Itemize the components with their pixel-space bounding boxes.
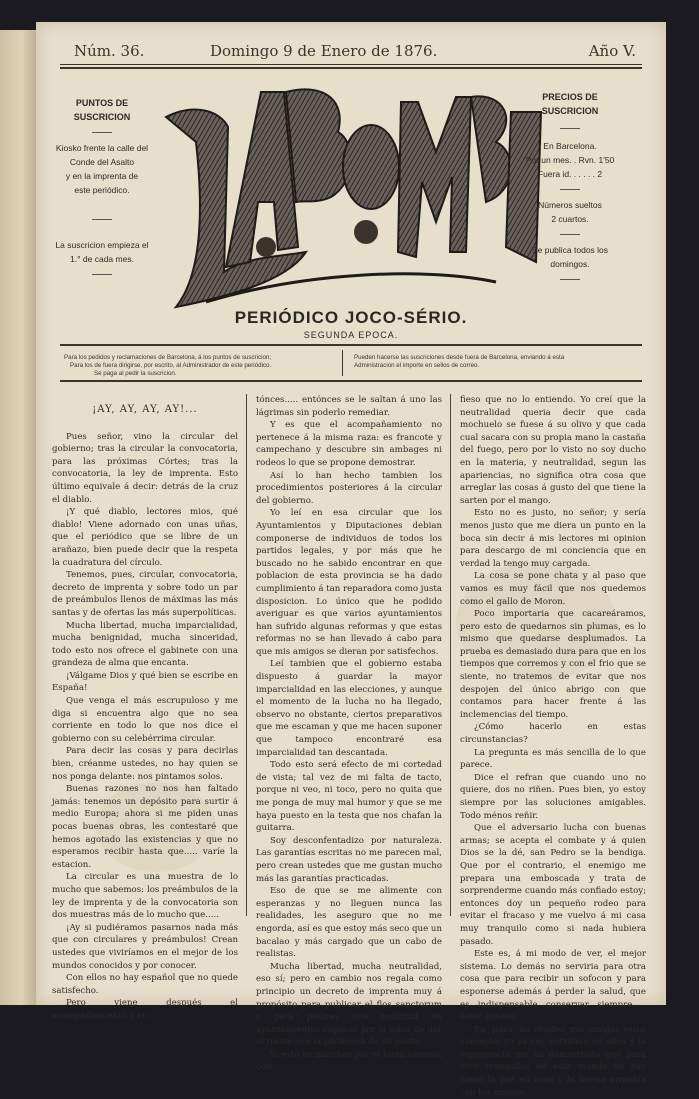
article-paragraph: La circular es una muestra de lo mucho que sabemos: los preámbulos de la ley de imprenta y de la convocatoria son dos muestras más de lo mucho que..... [52,872,238,921]
adjacent-page-edge [0,30,36,1005]
article-paragraph: Si esto es marchar por el buen camino, con- [256,1049,442,1073]
issue-number: Núm. 36. [74,42,145,60]
subscription-prices-box [514,90,626,288]
article-paragraph: Con ellos no hay español que no quede satisfecho. [52,973,238,996]
article-paragraph: ¡Válgame Dios y qué bien se escribe en España! [52,670,238,694]
article-paragraph: Ea, pues: no olviden mis amigos estos consejos: yo ya voy entrando en años y la esperiencia me ha demostrado que para vivir tranquilos en este mundo no hay como la paz en casa y la buena armonía con los amigos. [460,1024,646,1098]
masthead [60,38,642,66]
publication-days-value: domingos. [550,259,590,269]
article-paragraph: Tenemos, pues, circular, convocatoria, decreto de imprenta y sobre todo un par de preámbulos llenos de máximas las más santas y de ofertas las más superpolíticas. [52,570,238,618]
article-paragraph: ¡Ay si pudiéramos pasarnos nada más que con circulares y preámbulos! Crean ustedes que viviríamos en el mejor de los mundos conocidos y por conocer. [52,922,238,971]
article-paragraph: La pregunta es más sencilla de lo que parece. [460,747,646,771]
issue-date: Domingo 9 de Enero de 1876. [210,42,438,60]
subscription-points-heading: PUNTOS DE SUSCRICION [73,98,131,122]
article-column-2 [256,394,442,1074]
epoch: SEGUNDA EPOCA. [303,330,399,340]
newspaper-page [36,22,666,1098]
article-paragraph: Mucha libertad, mucha imparcialidad, mucha benignidad, mucha sinceridad, todo esto nos ofrece el gabinete con una grandeza de alma que encanta. [52,620,238,669]
article-paragraph: Dice el refran que cuando uno no quiere, dos no riñen. Pues bien, yo estoy siempre por las soluciones amigables. Todo ménos reñir. [460,772,646,821]
loose-issues-line: Números sueltos [538,200,602,210]
price-outside-line: Fuera id. . . . . . 2 [537,169,603,179]
article-paragraph: tónces..... entónces se le saltan á uno las lágrimas sin poderlo remediar. [256,395,442,418]
notice-left [64,354,334,378]
article-paragraph: Que venga el más escrupuloso y me diga si encuentra algo que no sea corriente en todo lo que nos dice el gobierno con su celebérrima circular. [52,696,238,744]
subscription-month-line: 1.° de cada mes. [70,254,134,264]
notice-left-line1: Para los pedidos y reclamaciones de Barcelona, á los puntos de suscricion; [64,354,272,361]
notice-right-line1: Pueden hacerse las suscriciones desde fuera de Barcelona, enviando á esta [354,354,565,361]
article-paragraph: Pero viene después el acompañamiento y en- [52,998,238,1021]
subscription-points-box [50,96,154,283]
notice-right [354,354,644,370]
price-month-line: Por un mes. . Rvn. 1'50 [525,155,615,165]
article-column-1 [52,394,238,1023]
issue-year: Año V. [588,42,636,60]
article-heading: ¡AY, AY, AY, AY!... [92,404,198,415]
article-paragraph: Buenas razones no nos han faltado jamás: tenemos un depósito para surtir á medio Europa; ahora si me piden unas pocas buenas obras, les contestaré que hemos agotado las existencias y que no esperamos recibir hasta que..... varíe la estacion. [52,784,238,870]
la-bomba-logo [166,82,546,312]
periodical-line: este periódico. [74,185,130,195]
article-paragraph: ¿Cómo hacerlo en estas circunstancias? [460,722,646,746]
price-city-line: En Barcelona. [543,141,597,151]
article-paragraph: Soy desconfentadizo por naturaleza. Las garantías escritas no me parecen mal, pero crean ustedes que me gustan mucho más las garantías practicadas. [256,835,442,884]
notice-right-line2: Administracion el importe en sellos de correo. [354,362,480,369]
article-paragraph: Pues señor, vino la circular del gobierno; tras la circular la convocatoria, para las próximas Córtes; tras la convocatoria, la ley de imprenta. Esto último equivale á decir: detrás de la cruz el diablo. [52,431,238,505]
article-paragraph: Y es que el acompañamiento no pertenece á la misma raza: es francote y campechano y descubre sin ambages ni rodeos lo que se propone demostrar. [256,420,442,468]
article-paragraph: ¡Y qué diablo, lectores mios, qué diablo! Viene adornado con unas uñas, que el periódico que se libre de un arañazo, bien puede decir que la respeta la cuadratura del círculo. [52,507,238,568]
printer-line: y en la imprenta de [65,171,139,181]
article-paragraph: La cosa se pone chata y al paso que vamos es muy fácil que nos quedemos como el gallo de Moron. [460,571,646,607]
article-paragraph: fieso que no lo entiendo. Yo creí que la neutralidad queria decir que cada mochuelo se fuese á su olivo y que cada cual sacara con su propia mano la castaña del fuego, pero por lo visto no soy ducho en la materia, y neutralidad, segun las apariencias, no significa otra cosa que arreglar las cosas á gusto del que tiene la sarten por el mango. [460,395,646,506]
notice-left-line2: Para los de fuera dirigirse, por escrito, al Administrador de este periódico. [70,362,272,369]
street-line: Conde del Asalto [69,157,135,167]
article-paragraph: Así lo han hecho tambien los procedimientos posteriores á la circular del gobierno. [256,470,442,506]
article-paragraph: Este es, á mi modo de ver, el mejor sistema. Lo demás no serviria para otra cosa que para recibir un sofocon y para esponerse además á perder la salud, que es indispensable conservar siempre..... estar buenos. [460,949,646,1023]
kiosk-line: Kiosko frente la calle del [55,143,149,153]
article-paragraph: Eso de que se me alimente con esperanzas y no lleguen nunca las realidades, les aseguro que no me engorda, así es que estoy más seco que un bacalao y más cargado que un cabo de realistas. [256,886,442,960]
subscription-start-line: La suscricion empieza el [55,240,149,250]
article-column-3 [460,394,646,1099]
notice-left-line3: Se paga al pedir la suscricion. [94,370,177,377]
article-paragraph: Yo leí en esa circular que los Ayuntamientos y Diputaciones debian componerse de individuos de todos los partidos legales, y por más que he buscado no he sabido encontrar en que poblacion de esta provincia se ha dado cumplimiento á tan reparadora como justa disposicion. Lo único que he podido averiguar es que varios ayuntamientos han sufrido algunas reformas y que estas reformas no se han llevado á cabo para que mis amigos se dieran por satisfechos. [256,508,442,657]
article-paragraph: Mucha libertad, mucha neutralidad, eso sí; pero en cambio nos regala como principio un decreto de imprenta muy á propósito para publicar el flos sanctorum y para postres una multitud de ayuntamientos capaces por sí solos de dar al traste con la paciencia de un santo. [256,961,442,1048]
article-paragraph: Para decir las cosas y para decirlas bien, créanme ustedes, no hay quien se nos ponga delante: nos pintamos solos. [52,746,238,782]
logo-artwork-svg [166,82,546,312]
loose-issues-price: 2 cuartos. [551,214,589,224]
article-paragraph: Todo esto será efecto de mi cortedad de vista; tal vez de mi falta de tacto, porque ni veo, ni toco, pero no quita que me ponga de muy mal humor y que se me haya puesto en la testa que nos chafan la guitarra. [256,760,442,834]
subtitle: PERIÓDICO JOCO-SÉRIO. [234,308,468,327]
article-paragraph: Esto no es justo, no señor; y sería menos justo que me diera un punto en la boca sin decir á mis lectores mi opinion para descargo de mi conciencia que en verdad la tengo muy cargada. [460,508,646,569]
article-paragraph: Poco importaria que cacareáramos, pero esto de quedarnos sin plumas, es lo mismo que quedarse desplumados. La prueba es demasiado dura para que en los tiempos que corremos y con el frio que se siente, no tratemos de evitar que nos despojen del único abrigo con que contamos para hacer frente á las inclemencias del tiempo. [460,609,646,720]
article-paragraph: Que el adversario lucha con buenas armas; se acepta el combate y á quien Dios se la dé, san Pedro se la bendiga. Que por el contrario, el enemigo me prepara una emboscada y trata de sorprenderme cuando más confiado estoy; entonces doy un pequeño rodeo para evitar el fracaso y me vuelvo á mi casa muy tranquilo como si nada hubiera pasado. [460,823,646,947]
article-paragraph: Leí tambien que el gobierno estaba dispuesto á guardar la mayor imparcialidad en las elecciones, y aunque el momento de la lucha no ha llegado, observo no obstante, ciertos preparativos que me escaman y que me hacen suponer que tampoco encontraré esa imparcialidad tan descantada. [256,659,442,758]
subscription-prices-heading: PRECIOS DE SUSCRICION [541,92,599,116]
publication-days-line: Se publica todos los [531,245,609,255]
